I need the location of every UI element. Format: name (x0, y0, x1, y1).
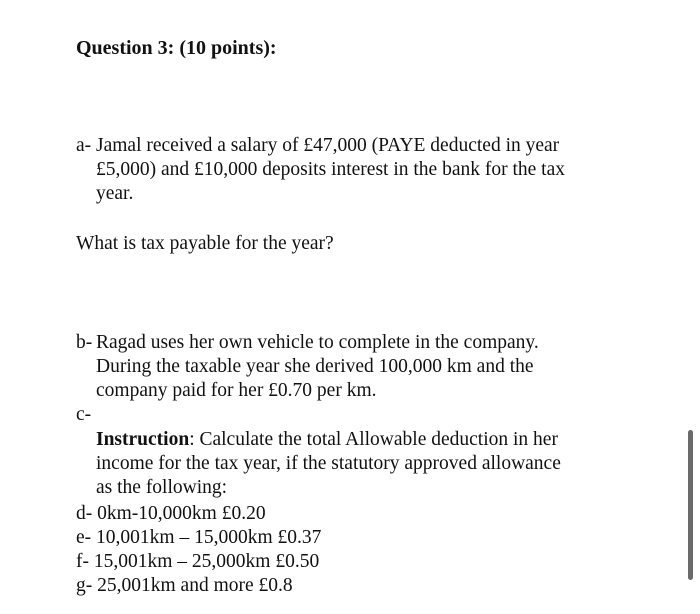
scrollbar[interactable] (688, 430, 693, 580)
rate-item: g- 25,001km and more £0.8 (76, 575, 293, 596)
part-c-instruction (76, 428, 636, 500)
instruction-line: as the following: (96, 477, 228, 498)
part-a-line: year. (96, 183, 134, 204)
part-a-line: £5,000) and £10,000 deposits interest in the bank for the tax (96, 159, 565, 180)
question-title: Question 3: (10 points): (76, 37, 277, 59)
part-b-marker: b- (76, 332, 93, 353)
part-a-line: Jamal received a salary of £47,000 (PAYE deducted in year (96, 135, 560, 156)
part-b-line: company paid for her £0.70 per km. (96, 380, 377, 401)
instruction-label: Instruction (96, 429, 190, 450)
rate-item: d- 0km-10,000km £0.20 (76, 503, 266, 524)
part-c-marker: c- (76, 404, 92, 425)
instruction-line: income for the tax year, if the statutory approved allowance (96, 453, 561, 474)
part-a-question: What is tax payable for the year? (76, 233, 334, 254)
part-a (76, 134, 636, 206)
part-b-line: During the taxable year she derived 100,000 km and the (96, 356, 534, 377)
part-b-line: Ragad uses her own vehicle to complete in the company. (96, 332, 539, 353)
rate-item: e- 10,001km – 15,000km £0.37 (76, 527, 322, 548)
part-b (76, 331, 636, 403)
rate-item: f- 15,001km – 25,000km £0.50 (76, 551, 320, 572)
instruction-text: : Calculate the total Allowable deduction in her (189, 429, 558, 450)
part-a-marker: a- (76, 135, 92, 156)
